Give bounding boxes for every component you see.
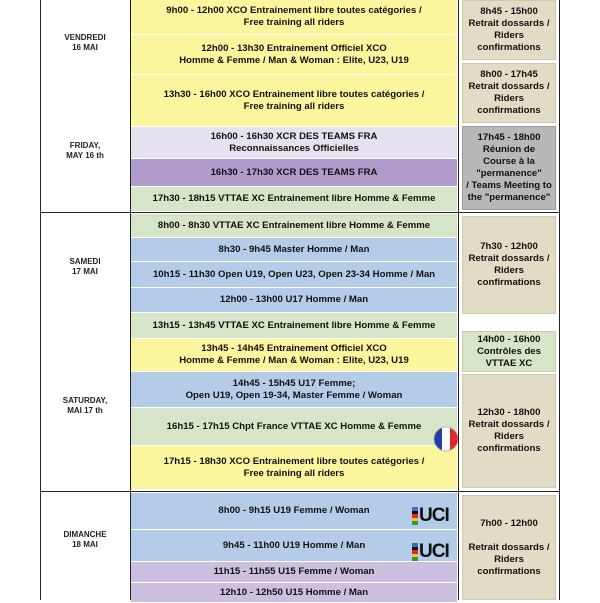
event-row: 17h30 - 18h15 VTTAE XC Entrainement libre Homme & Femme [131,187,457,212]
table-border-right [559,0,560,600]
day-label-friday-fr: VENDREDI 16 MAI [64,33,106,52]
day-label-saturday-fr: SAMEDI 17 MAI [69,257,101,276]
day-label-saturday-en: SATURDAY, MAI 17 th [62,396,108,415]
event-row: 9h45 - 11h00 U19 Homme / Man [131,530,457,562]
table-column-divider [130,0,131,600]
event-row: 8h00 - 9h15 U19 Femme / Woman [131,493,457,530]
event-row: 17h15 - 18h30 XCO Entrainement libre toutes catégories / Free training all riders [131,446,457,490]
france-flag-icon [433,426,459,452]
event-row: 16h15 - 17h15 Chpt France VTTAE XC Homme & Femme [131,408,457,446]
event-row: 12h00 - 13h30 Entrainement Officiel XCO Homme & Femme / Man & Woman : Elite, U23, U19 [131,35,457,75]
event-row: 8h00 - 8h30 VTTAE XC Entrainement libre Homme & Femme [131,214,457,238]
event-row: 13h45 - 14h45 Entrainement Officiel XCO Homme & Femme / Man & Woman : Elite, U23, U19 [131,339,457,372]
registration-cell: 8h00 - 17h45 Retrait dossards / Riders confirmations [462,63,556,123]
day-label-sunday-fr: DIMANCHE 18 MAI [63,530,107,549]
day-separator [40,212,560,213]
event-row: 10h15 - 11h30 Open U19, Open U23, Open 23-34 Homme / Man [131,262,457,288]
uci-logo-text: UCI [419,505,449,526]
event-row: 13h15 - 13h45 VTTAE XC Entrainement libre Homme & Femme [131,313,457,339]
vttae-controls-cell: 14h00 - 16h00 Contrôles des VTTAE XC [462,331,556,372]
day-label-friday-en: FRIDAY, MAY 16 th [66,141,104,160]
event-row: 11h15 - 11h55 U15 Femme / Woman [131,562,457,583]
event-row: 14h45 - 15h45 U17 Femme; Open U19, Open 19-34, Master Femme / Woman [131,372,457,408]
event-row: 12h10 - 12h50 U15 Homme / Man [131,583,457,603]
registration-cell: 7h00 - 12h00 Retrait dossards / Riders confirmations [462,495,556,600]
event-row: 16h30 - 17h30 XCR DES TEAMS FRA [131,159,457,187]
registration-cell: 12h30 - 18h00 Retrait dossards / Riders confirmations [462,374,556,488]
registration-cell: 8h45 - 15h00 Retrait dossards / Riders confirmations [462,0,556,60]
uci-logo-icon [412,506,456,526]
table-border-left [40,0,41,600]
team-meeting-cell: 17h45 - 18h00 Réunion de Course à la "permanence" / Teams Meeting to the "permanence" [462,126,556,210]
event-row: 9h00 - 12h00 XCO Entrainement libre toutes catégories / Free training all riders [131,0,457,35]
day-separator [40,491,560,492]
event-row: 16h00 - 16h30 XCR DES TEAMS FRA Reconnaissances Officielles [131,127,457,159]
event-row: 12h00 - 13h00 U17 Homme / Man [131,288,457,313]
table-column-divider [458,0,459,600]
registration-cell: 7h30 - 12h00 Retrait dossards / Riders confirmations [462,216,556,314]
event-row: 13h30 - 16h00 XCO Entrainement libre toutes catégories / Free training all riders [131,75,457,127]
event-row: 8h30 - 9h45 Master Homme / Man [131,238,457,262]
uci-logo-icon [412,542,456,562]
uci-logo-text: UCI [419,541,449,562]
